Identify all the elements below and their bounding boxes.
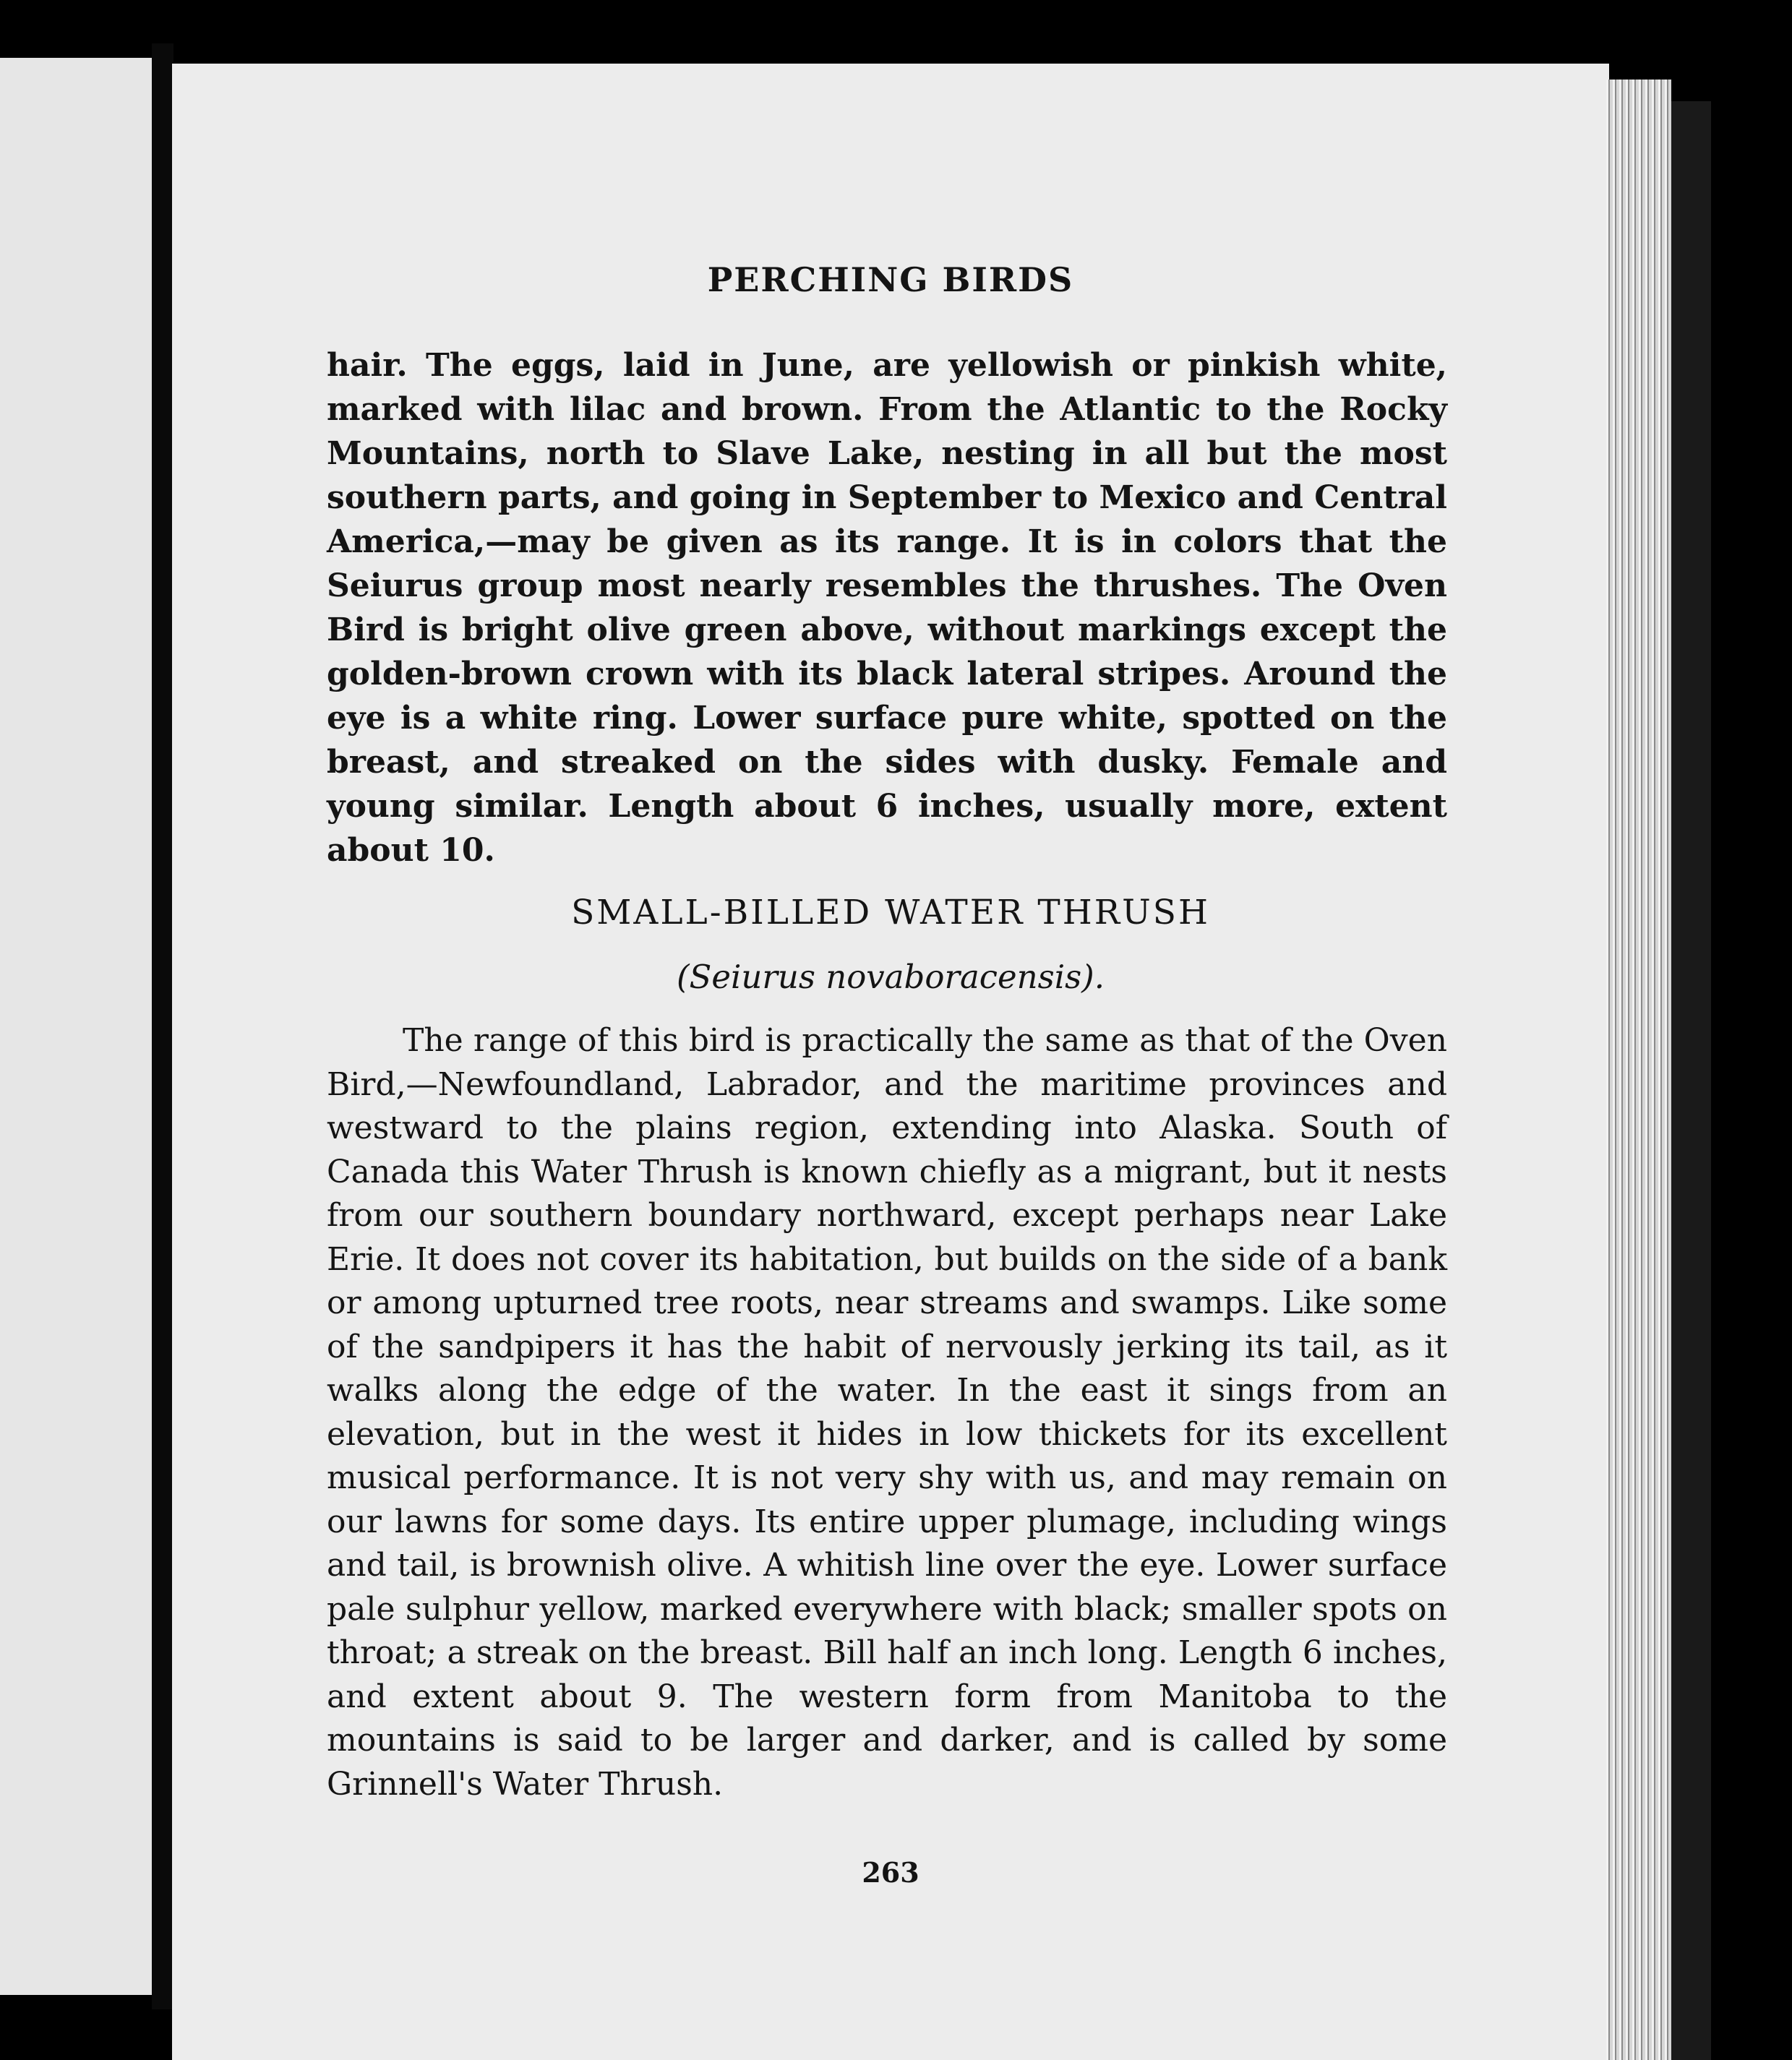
page-number: 263 xyxy=(862,1856,919,1889)
facing-page xyxy=(0,58,155,1995)
section-subtitle: (Seiurus novaboracensis). xyxy=(676,958,1105,996)
page-edges xyxy=(1606,80,1671,2060)
paragraph-water-thrush: The range of this bird is practically the same as that of the Oven Bird,—Newfoundland, Labrador, and the maritime provinces and westward to the plains region, extending into Alaska. South of Canada this Water Thrush is known chiefly as a migrant, but it nests from our southern boundary northward, except perhaps near Lake Erie. It does not cover its habitation, but builds on the side of a bank or among upturned tree roots, near streams and swamps. Like some of the sandpipers it has the habit of nervously jerking its tail, as it walks along the edge of the water. In the east it sings from an elevation, but in the west it hides in low thickets for its excellent musical performance. It is not very shy with us, and may remain on our lawns for some days. Its entire upper plumage, including wings and tail, is brownish olive. A whitish line over the eye. Lower surface pale sulphur yellow, marked everywhere with black; smaller spots on throat; a streak on the breast. Bill half an inch long. Length 6 inches, and extent about 9. The western form from Manitoba to the mountains is said to be larger and darker, and is called by some Grinnell's Water Thrush. xyxy=(327,1022,1447,1803)
book-gutter xyxy=(152,43,173,2009)
section-title: SMALL-BILLED WATER THRUSH xyxy=(571,893,1210,932)
book-cover-edge xyxy=(1671,101,1711,2060)
running-head: PERCHING BIRDS xyxy=(707,260,1074,299)
paragraph-oven-bird-continued: hair. The eggs, laid in June, are yellowish or pinkish white, marked with lilac and brown. From the Atlantic to the Rocky Mountains, north to Slave Lake, nesting in all but the most southern parts, and going in September to Mexico and Central America,—may be given as its range. It is in colors that the Seiurus group most nearly resembles the thrushes. The Oven Bird is bright olive green above, without markings except the golden-brown crown with its black lateral stripes. Around the eye is a white ring. Lower surface pure white, spotted on the breast, and streaked on the sides with dusky. Female and young similar. Length about 6 inches, usually more, extent about 10. xyxy=(327,347,1447,869)
